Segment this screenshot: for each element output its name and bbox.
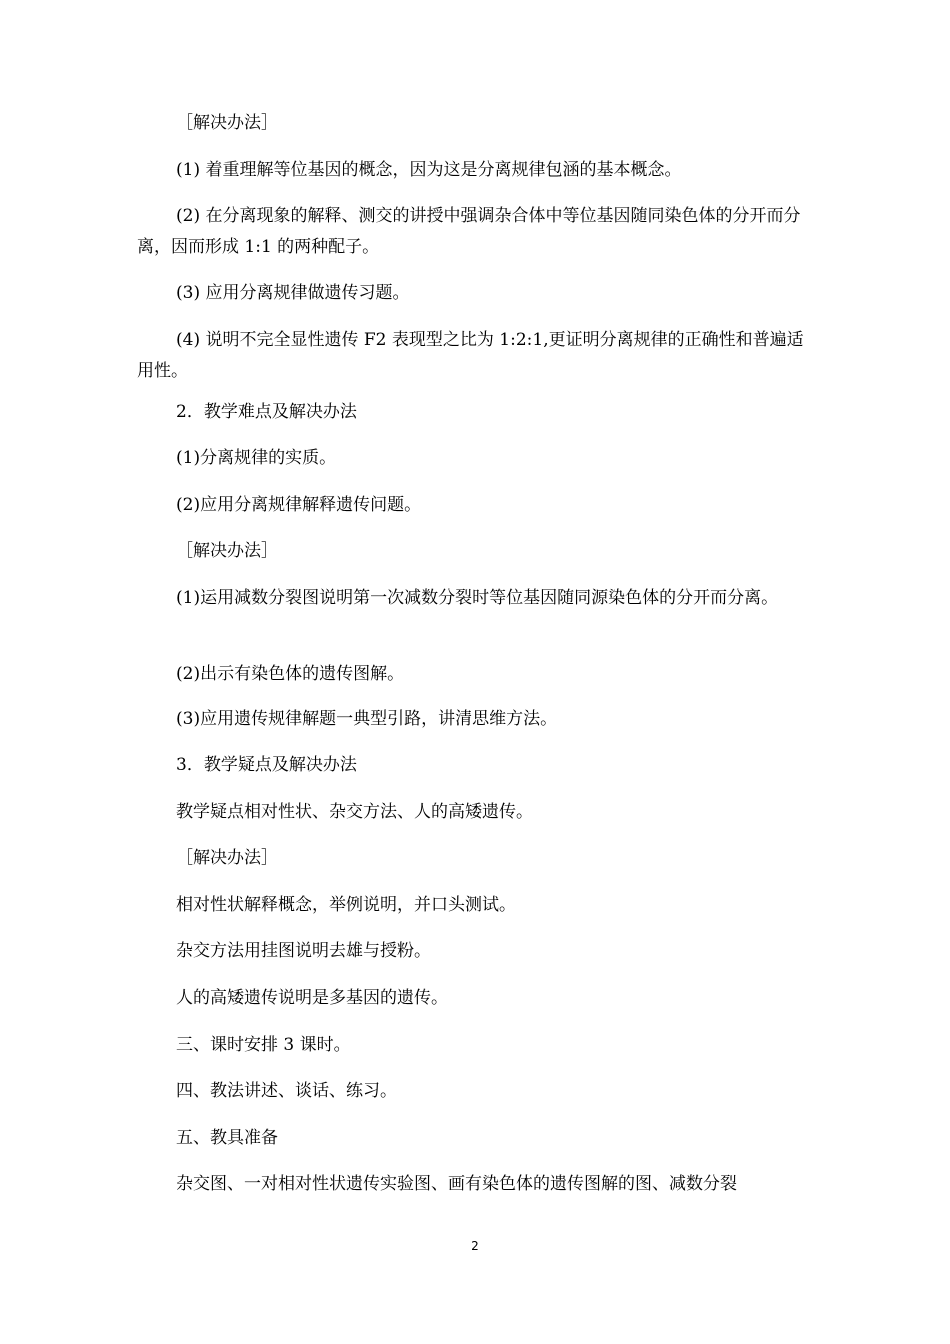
paragraph-solution-1-4: (4) 说明不完全显性遗传 F2 表现型之比为 1:2:1,更证明分离规律的正确性和普遍适用性。 <box>137 330 804 381</box>
section-heading-difficulty: 2．教学难点及解决办法 <box>176 402 357 422</box>
page-number: 2 <box>471 1239 479 1253</box>
paragraph-solution-3-3: 人的高矮遗传说明是多基因的遗传。 <box>176 988 448 1008</box>
paragraph-solution-2-1: (1)运用减数分裂图说明第一次减数分裂时等位基因随同源染色体的分开而分离。 <box>176 588 779 608</box>
paragraph-solution-3-1: 相对性状解释概念，举例说明，并口头测试。 <box>176 895 516 915</box>
paragraph-solution-2-3: (3)应用遗传规律解题一典型引路，讲清思维方法。 <box>176 709 558 729</box>
paragraph-difficulty-2: (2)应用分离规律解释遗传问题。 <box>176 495 422 515</box>
paragraph-solution-3-2: 杂交方法用挂图说明去雄与授粉。 <box>176 941 431 961</box>
paragraph-solution-1-3: (3) 应用分离规律做遗传习题。 <box>176 283 410 303</box>
section-heading-schedule: 三、课时安排 3 课时。 <box>176 1035 351 1055</box>
paragraph-solution-1-2: (2) 在分离现象的解释、测交的讲授中强调杂合体中等位基因随同染色体的分开而分离，因而形成 1:1 的两种配子。 <box>137 206 801 257</box>
paragraph-materials: 杂交图、一对相对性状遗传实验图、画有染色体的遗传图解的图、减数分裂 <box>176 1174 737 1194</box>
paragraph-solution-heading-3: ［解决办法］ <box>176 848 278 868</box>
paragraph-doubts: 教学疑点相对性状、杂交方法、人的高矮遗传。 <box>176 802 533 822</box>
section-heading-methods: 四、教法讲述、谈话、练习。 <box>176 1081 397 1101</box>
section-heading-doubts: 3．教学疑点及解决办法 <box>176 755 357 775</box>
paragraph-solution-1-1: (1) 着重理解等位基因的概念，因为这是分离规律包涵的基本概念。 <box>176 160 682 180</box>
paragraph-solution-heading-1: ［解决办法］ <box>176 113 278 133</box>
paragraph-difficulty-1: (1)分离规律的实质。 <box>176 448 337 468</box>
paragraph-solution-2-2: (2)出示有染色体的遗传图解。 <box>176 664 405 684</box>
paragraph-solution-heading-2: ［解决办法］ <box>176 541 278 561</box>
section-heading-materials: 五、教具准备 <box>176 1128 278 1148</box>
